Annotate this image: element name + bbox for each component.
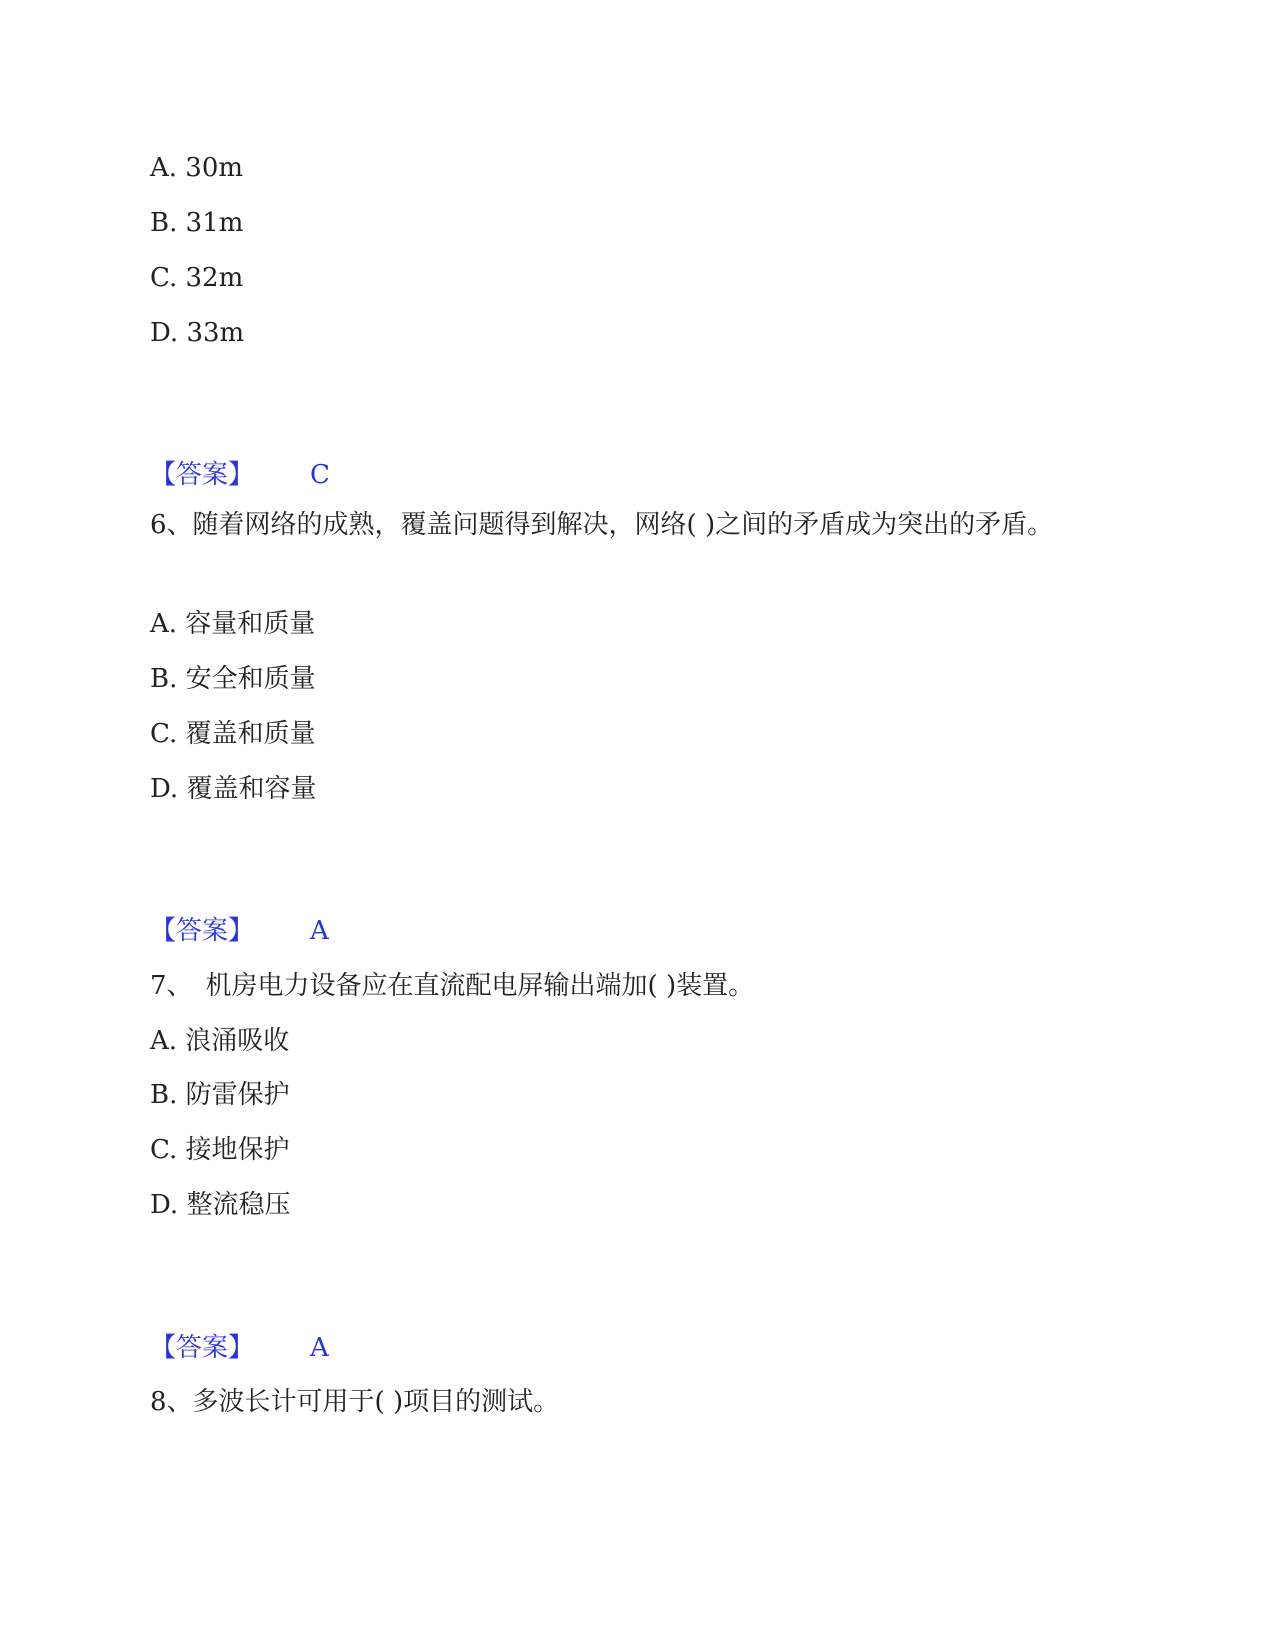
- question-text: 8、多波长计可用于( )项目的测试。: [150, 1387, 560, 1417]
- option-b: B. 防雷保护: [150, 1080, 290, 1110]
- option-c: C. 接地保护: [150, 1135, 290, 1165]
- option-c: C. 32m: [150, 263, 244, 293]
- answer-value: A: [310, 916, 329, 946]
- option-d: D. 整流稳压: [150, 1190, 291, 1220]
- answer-row: [150, 911, 329, 951]
- answer-label: 【答案】: [150, 1333, 255, 1363]
- question-text: 6、随着网络的成熟，覆盖问题得到解决，网络( )之间的矛盾成为突出的矛盾。: [150, 510, 1054, 540]
- answer-label: 【答案】: [150, 460, 255, 490]
- option-b: B. 安全和质量: [150, 664, 316, 694]
- option-a: A. 容量和质量: [150, 609, 316, 639]
- option-d: D. 33m: [150, 318, 245, 348]
- option-a: A. 浪涌吸收: [150, 1026, 290, 1056]
- question-text: 7、 机房电力设备应在直流配电屏输出端加( )装置。: [150, 971, 755, 1001]
- option-d: D. 覆盖和容量: [150, 774, 317, 804]
- answer-row: [150, 1328, 329, 1368]
- option-b: B. 31m: [150, 208, 244, 238]
- answer-row: [150, 455, 330, 495]
- answer-value: C: [310, 460, 330, 490]
- option-a: A. 30m: [150, 153, 244, 183]
- option-c: C. 覆盖和质量: [150, 719, 316, 749]
- answer-label: 【答案】: [150, 916, 255, 946]
- answer-value: A: [310, 1333, 329, 1363]
